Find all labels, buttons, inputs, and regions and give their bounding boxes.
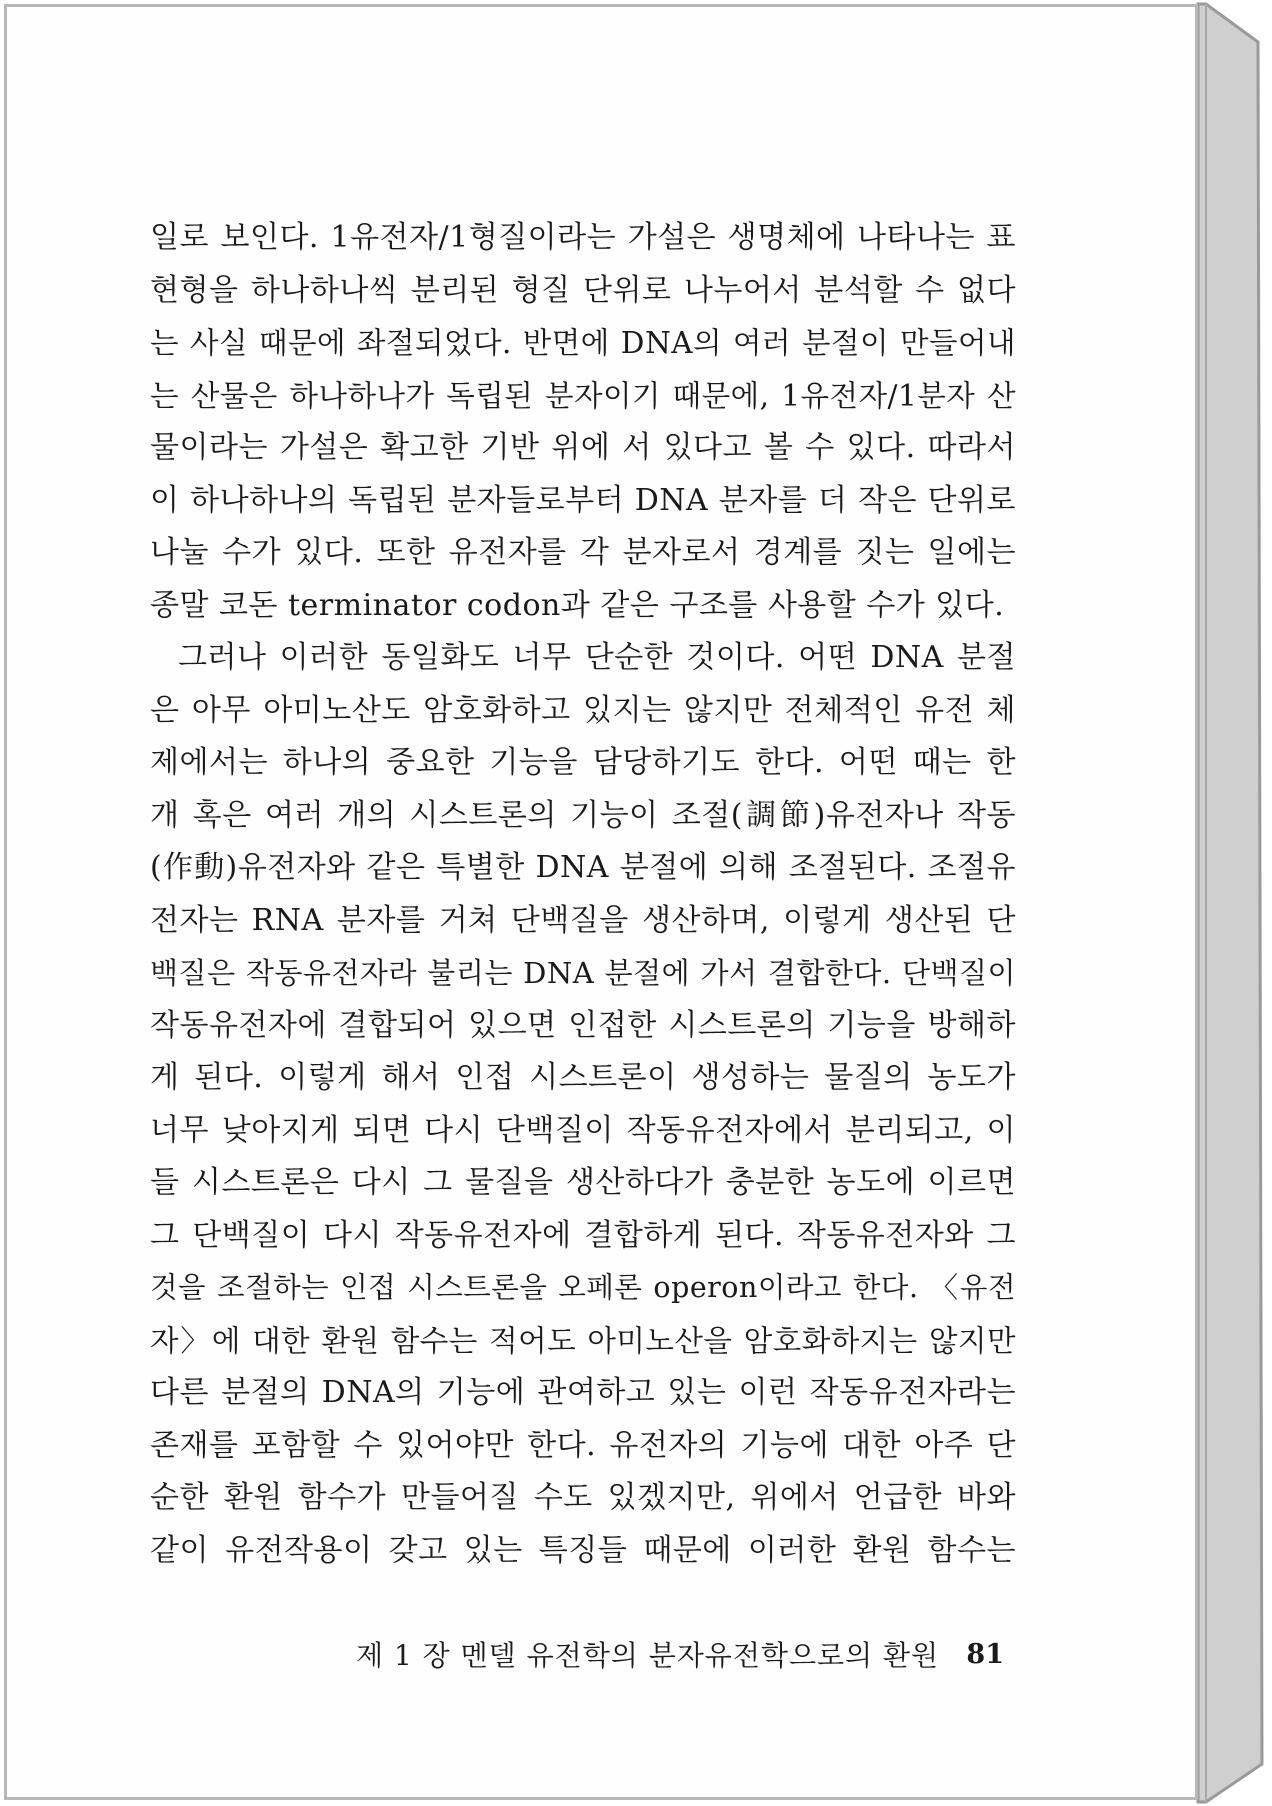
text-line: 종말 코돈 terminator codon과 같은 구조를 사용할 수가 있다.: [150, 587, 1005, 623]
body-text: [150, 212, 1016, 1577]
running-head: 제 1 장 멘델 유전학의 분자유전학으로의 환원: [356, 1639, 940, 1672]
text-line: 일로 보인다. 1유전자/1형질이라는 가설은 생명체에 나타나는 표: [150, 220, 1016, 255]
text-line: 현형을 하나하나씩 분리된 형질 단위로 나누어서 분석할 수 없다: [150, 272, 1016, 308]
text-line: 나눌 수가 있다. 또한 유전자를 각 분자로서 경계를 짓는 일에는: [150, 535, 1016, 570]
text-line: 작동유전자에 결합되어 있으면 인접한 시스트론의 기능을 방해하: [150, 1007, 1016, 1043]
paragraph-start-line: 그러나 이러한 동일화도 너무 단순한 것이다. 어떤 DNA 분절: [178, 640, 1016, 675]
text-line: 물이라는 가설은 확고한 기반 위에 서 있다고 볼 수 있다. 따라서: [150, 430, 1016, 465]
text-line: 백질은 작동유전자라 불리는 DNA 분절에 가서 결합한다. 단백질이: [150, 956, 1016, 990]
text-line: 은 아무 아미노산도 암호화하고 있지는 않지만 전체적인 유전 체: [150, 692, 1016, 728]
text-line: 개 혹은 여러 개의 시스트론의 기능이 조절(調節)유전자나 작동: [150, 797, 1016, 833]
text-line: 자〉에 대한 환원 함수는 적어도 아미노산을 암호화하지는 않지만: [150, 1323, 1016, 1358]
text-line: 다른 분절의 DNA의 기능에 관여하고 있는 이런 작동유전자라는: [150, 1375, 1016, 1410]
text-line: 너무 낮아지게 되면 다시 단백질이 작동유전자에서 분리되고, 이: [150, 1112, 1016, 1148]
text-line: 이 하나하나의 독립된 분자들로부터 DNA 분자를 더 작은 단위로: [150, 482, 1016, 518]
text-line: (作動)유전자와 같은 특별한 DNA 분절에 의해 조절된다. 조절유: [150, 850, 1016, 885]
text-line: 게 된다. 이렇게 해서 인접 시스트론이 생성하는 물질의 농도가: [150, 1060, 1016, 1095]
page-number: 81: [966, 1638, 1004, 1670]
text-line: 는 산물은 하나하나가 독립된 분자이기 때문에, 1유전자/1분자 산: [150, 378, 1016, 413]
text-line: 같이 유전작용이 갖고 있는 특징들 때문에 이러한 환원 함수는: [150, 1532, 1016, 1568]
text-line: 는 사실 때문에 좌절되었다. 반면에 DNA의 여러 분절이 만들어내: [150, 326, 1016, 360]
text-line: 전자는 RNA 분자를 거쳐 단백질을 생산하며, 이렇게 생산된 단: [150, 902, 1016, 938]
text-line: 순한 환원 함수가 만들어질 수도 있겠지만, 위에서 언급한 바와: [150, 1480, 1016, 1515]
text-line: 존재를 포함할 수 있어야만 한다. 유전자의 기능에 대한 아주 단: [150, 1427, 1016, 1463]
text-line: 그 단백질이 다시 작동유전자에 결합하게 된다. 작동유전자와 그: [150, 1217, 1016, 1253]
text-line: 들 시스트론은 다시 그 물질을 생산하다가 충분한 농도에 이르면: [150, 1165, 1016, 1200]
text-line: 것을 조절하는 인접 시스트론을 오페론 operon이라고 한다. 〈유전: [150, 1271, 1016, 1304]
page-footer: [356, 1634, 1004, 1674]
text-line: 제에서는 하나의 중요한 기능을 담당하기도 한다. 어떤 때는 한: [150, 745, 1016, 780]
